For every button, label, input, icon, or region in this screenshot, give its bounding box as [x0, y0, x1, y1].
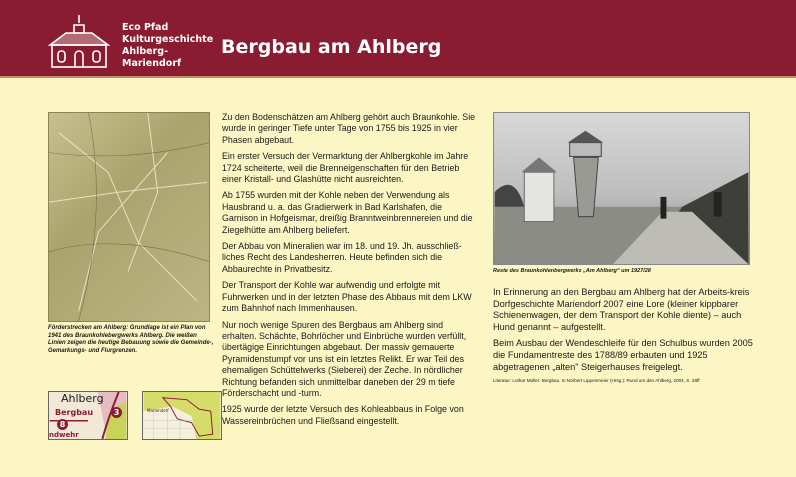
right-text-column: [493, 287, 755, 384]
org-line: Ahlberg-: [122, 46, 169, 57]
paragraph: Zu den Bodenschätzen am Ahlberg gehört auch Braunkohle. Sie wurde in geringer Tiefe unter Tage von 1755 bis 1925 in vier Phasen abgebaut.: [222, 112, 476, 145]
house-logo-icon: [46, 13, 112, 69]
paragraph: In Erinnerung an den Bergbau am Ahlberg hat der Arbeits-kreis Dorfgeschichte Mariendorf 2007 eine Lore (kleiner kippbarer Schienenwagen, der dem Transport der Kohle diente) – auch Hund genannt – aufgestellt.: [493, 287, 750, 332]
photo-caption: Reste des Braunkohlenbergwerks „Am Ahlberg“ um 1927/28: [493, 268, 651, 274]
paragraph: Ab 1755 wurden mit der Kohle neben der Verwendung als Hausbrand u. a. das Gradierwerk in Bad Karlshafen, die Garnison in Hofgeismar, dreißig Branntweinbrennereien und die Ziegelhütte am Ahlberg beliefert.: [222, 190, 473, 235]
historic-photo: [493, 112, 750, 265]
overview-map-label: Mariendorf: [147, 408, 169, 413]
main-text-column: [222, 112, 480, 432]
page-title: Bergbau am Ahlberg: [221, 36, 442, 58]
header-band: [0, 0, 796, 78]
paragraph: Nur noch wenige Spuren des Bergbaus am Ahlberg sind erhalten. Schächte, Bohrlöcher und Einbrüche wurden verfüllt, übertägige Einrichtungen abgebaut. Der massiv gemauerte Pyramidenstumpf vor uns ist ein letztes Relikt. Er war Teil des ehemaligen Schüttelwerks (Sieberei) der Zeche. In nördlicher Richtung befanden sich unmittelbar daneben der 29 m tiefe Förderschacht und -turm.: [222, 319, 467, 398]
paragraph: Der Transport der Kohle war aufwendig und erfolgte mit Fuhrwerken und in der letzten Phase des Abbaus mit dem LKW zum Bahnhof nach Immenhausen.: [222, 280, 472, 314]
literature-reference: Literatur: Lothar Müller: Bergbau. In Norbert Lippenmeier (Hrsg.): Rund um den Ahlberg, 2004, S. 28ff: [493, 378, 700, 384]
org-line: Mariendorf: [122, 58, 182, 69]
paragraph: Beim Ausbau der Wendeschleife für den Schulbus wurden 2005 die Fundamentreste des 1788/89 erbauten und 1925 abgetragenen „alten" Steigerhauses freigelegt.: [493, 338, 753, 372]
map-label-mining: Bergbau: [55, 408, 94, 417]
location-map: [48, 391, 128, 440]
org-line: Kulturgeschichte: [122, 34, 214, 45]
paragraph: 1925 wurde der letzte Versuch des Kohleabbaus in Folge von Wassereinbrüchen und Fließsand eingestellt.: [222, 404, 464, 426]
organization-name: [122, 22, 213, 70]
paragraph: Ein erster Versuch der Vermarktung der Ahlbergkohle im Jahre 1724 scheiterte, weil die Brenneigenschaften für den Betrieb einer Kristall- und Glashütte nicht ausreichten.: [222, 151, 469, 185]
overview-map: [142, 391, 222, 440]
map-caption: Förderstrecken am Ahlberg: Grundlage ist ein Plan von 1941 des Braunkohlebergwerks Ahlberg. Die weißen Linien zeigen die heutige Bebauung sowie die Gemeinde-, Gemarkungs- und Flurgrenzen.: [48, 325, 214, 354]
map-label-place: Ahlberg: [61, 392, 104, 405]
historic-mine-map: [48, 112, 210, 322]
map-marker: 8: [57, 419, 68, 430]
org-line: Eco Pfad: [122, 22, 169, 33]
paragraph: Der Abbau von Mineralien war im 18. und 19. Jh. ausschließ-liches Recht des Landesherren. Heute befinden sich die Abbaurechte in Privatbesitz.: [222, 241, 462, 274]
map-marker: 3: [111, 407, 122, 418]
map-label-partial: ndwehr: [49, 431, 79, 439]
